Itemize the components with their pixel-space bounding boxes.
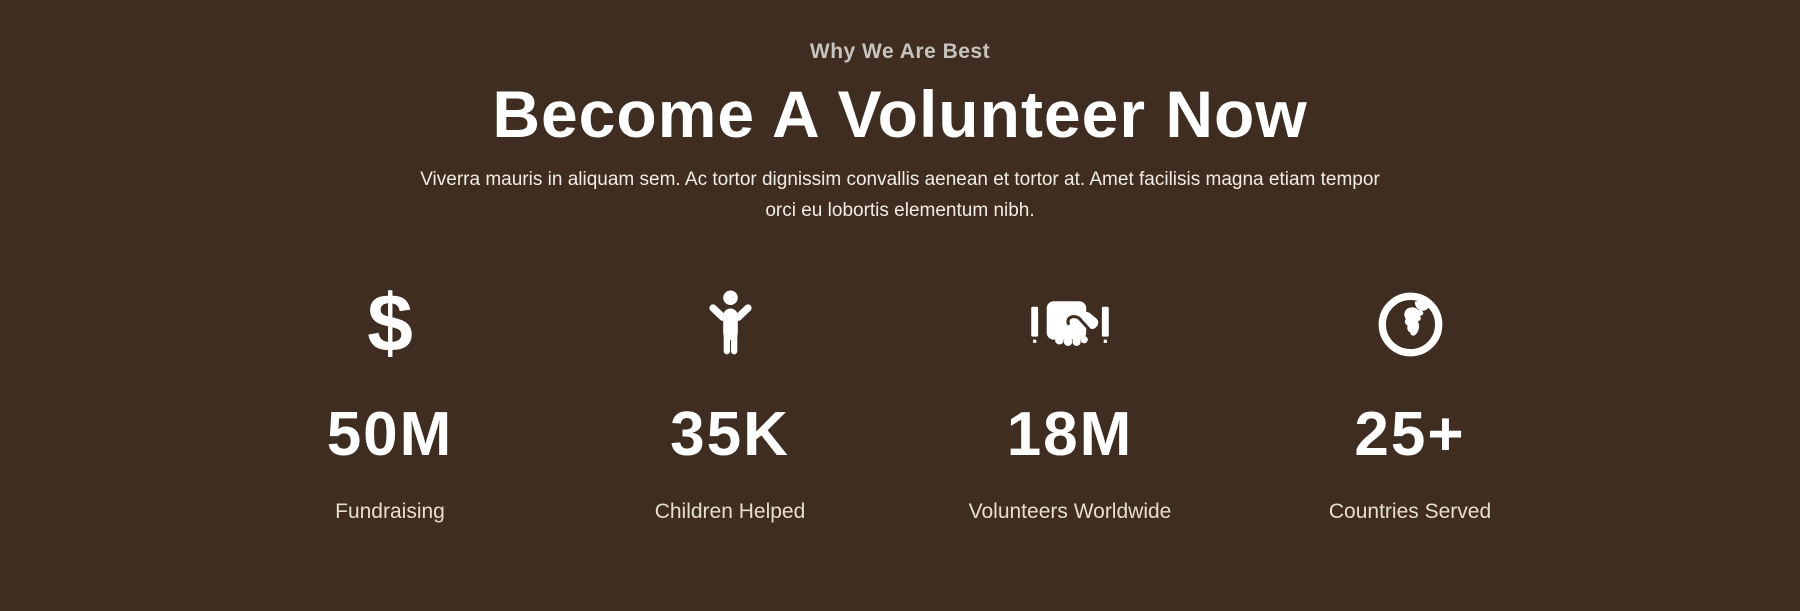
globe-icon [1240, 290, 1580, 358]
section-kicker: Why We Are Best [809, 40, 991, 63]
handshake-icon [900, 290, 1240, 358]
stat-fundraising [220, 278, 560, 524]
stat-value: 50M [326, 400, 454, 469]
stat-children-helped [560, 290, 900, 524]
stat-volunteers-worldwide [900, 290, 1240, 524]
dollar-sign-icon: $ [367, 278, 413, 369]
stats-row [220, 278, 1580, 524]
stat-countries-served [1240, 290, 1580, 524]
child-reaching-icon [560, 290, 900, 358]
stat-label: Volunteers Worldwide [968, 500, 1172, 523]
stat-label: Countries Served [1328, 500, 1492, 523]
section-description: Viverra mauris in aliquam sem. Ac tortor dignissim convallis aenean et tortor at. Amet facilisis magna etiam tempor orci eu lobortis elementum nibh. [420, 169, 1380, 221]
stat-label: Fundraising [335, 500, 445, 523]
stat-value: 35K [670, 400, 790, 469]
stat-label: Children Helped [654, 500, 806, 523]
stat-value: 25+ [1354, 400, 1466, 469]
stat-value: 18M [1006, 400, 1134, 469]
section-title: Become A Volunteer Now [492, 77, 1308, 151]
